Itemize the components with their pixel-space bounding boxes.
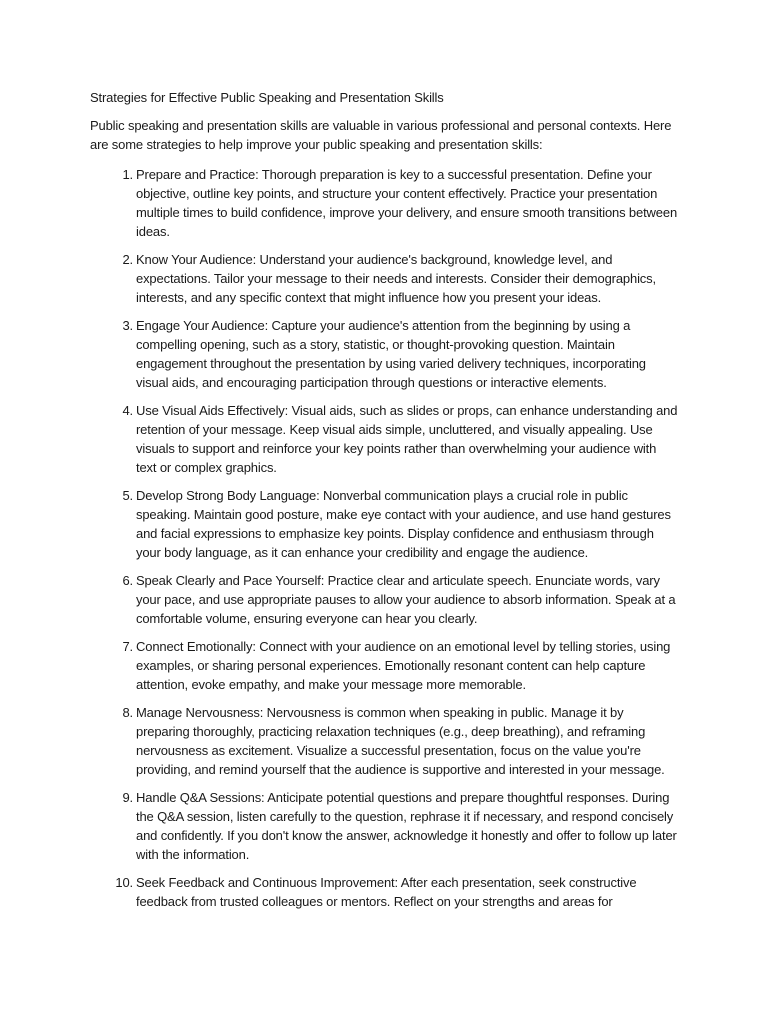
- list-item: [90, 165, 680, 241]
- list-item-text: Seek Feedback and Continuous Improvement: After each presentation, seek constructive feedback from trusted colleagues or mentors. Reflect on your strengths and areas for: [136, 875, 637, 909]
- list-number: 6 .: [109, 571, 133, 590]
- list-number: 1 .: [109, 165, 133, 184]
- list-item: [90, 401, 680, 477]
- list-number: 2 .: [109, 250, 133, 269]
- list-number: 10 .: [109, 873, 133, 892]
- list-number: 7 .: [109, 637, 133, 656]
- list-item: [90, 571, 680, 628]
- list-number: 9 .: [109, 788, 133, 807]
- list-item: [90, 637, 680, 694]
- document-page: [90, 88, 680, 920]
- list-item-text: Manage Nervousness: Nervousness is common when speaking in public. Manage it by preparing thoroughly, practicing relaxation techniques (e.g., deep breathing), and reframing nervousness as excitement. Visualize a successful presentation, focus on the value you're providing, and remind yourself that the audience is supportive and interested in your message.: [136, 705, 665, 777]
- list-number: 8 .: [109, 703, 133, 722]
- list-number: 4 .: [109, 401, 133, 420]
- list-item-text: Prepare and Practice: Thorough preparation is key to a successful presentation. Define your objective, outline key points, and structure your content effectively. Practice your presentation multiple times to build confidence, improve your delivery, and ensure smooth transitions between ideas.: [136, 167, 678, 239]
- list-item-text: Develop Strong Body Language: Nonverbal communication plays a crucial role in public speaking. Maintain good posture, make eye contact with your audience, and use hand gestures and facial expressions to emphasize key points. Display confidence and enthusiasm through your body language, as it can enhance your credibility and engage the audience.: [136, 488, 671, 560]
- list-item-text: Speak Clearly and Pace Yourself: Practice clear and articulate speech. Enunciate words, vary your pace, and use appropriate pauses to allow your audience to absorb information. Speak at a comfortable volume, ensuring everyone can hear you clearly.: [136, 573, 676, 626]
- list-item: [90, 486, 680, 562]
- list-item-text: Use Visual Aids Effectively: Visual aids, such as slides or props, can enhance understanding and retention of your message. Keep visual aids simple, uncluttered, and visually appealing. Use visuals to support and reinforce your key points rather than overwhelming your audience with text or complex graphics.: [136, 403, 678, 475]
- list-item: [90, 703, 680, 779]
- strategy-list: [90, 165, 680, 911]
- list-item-text: Engage Your Audience: Capture your audience's attention from the beginning by using a compelling opening, such as a story, statistic, or thought-provoking question. Maintain engagement throughout the presentation by using varied delivery techniques, incorporating visual aids, and encouraging participation through questions or interactive elements.: [136, 318, 646, 390]
- list-item: [90, 250, 680, 307]
- list-item: [90, 316, 680, 392]
- list-item: [90, 788, 680, 864]
- list-item: [90, 873, 680, 911]
- list-number: 3 .: [109, 316, 133, 335]
- list-item-text: Connect Emotionally: Connect with your audience on an emotional level by telling stories, using examples, or sharing personal experiences. Emotionally resonant content can help capture attention, evoke empathy, and make your message more memorable.: [136, 639, 671, 692]
- list-item-text: Know Your Audience: Understand your audience's background, knowledge level, and expectations. Tailor your message to their needs and interests. Consider their demographics, interests, and any specific context that might influence how you present your ideas.: [136, 252, 656, 305]
- list-number: 5 .: [109, 486, 133, 505]
- list-item-text: Handle Q&A Sessions: Anticipate potential questions and prepare thoughtful responses. During the Q&A session, listen carefully to the question, rephrase it if necessary, and respond concisely and confidently. If you don't know the answer, acknowledge it honestly and offer to follow up later with the information.: [136, 790, 677, 862]
- intro-paragraph: Public speaking and presentation skills are valuable in various professional and personal contexts. Here are some strategies to help improve your public speaking and presentation skills:: [90, 118, 672, 152]
- document-title: Strategies for Effective Public Speaking and Presentation Skills: [90, 90, 444, 105]
